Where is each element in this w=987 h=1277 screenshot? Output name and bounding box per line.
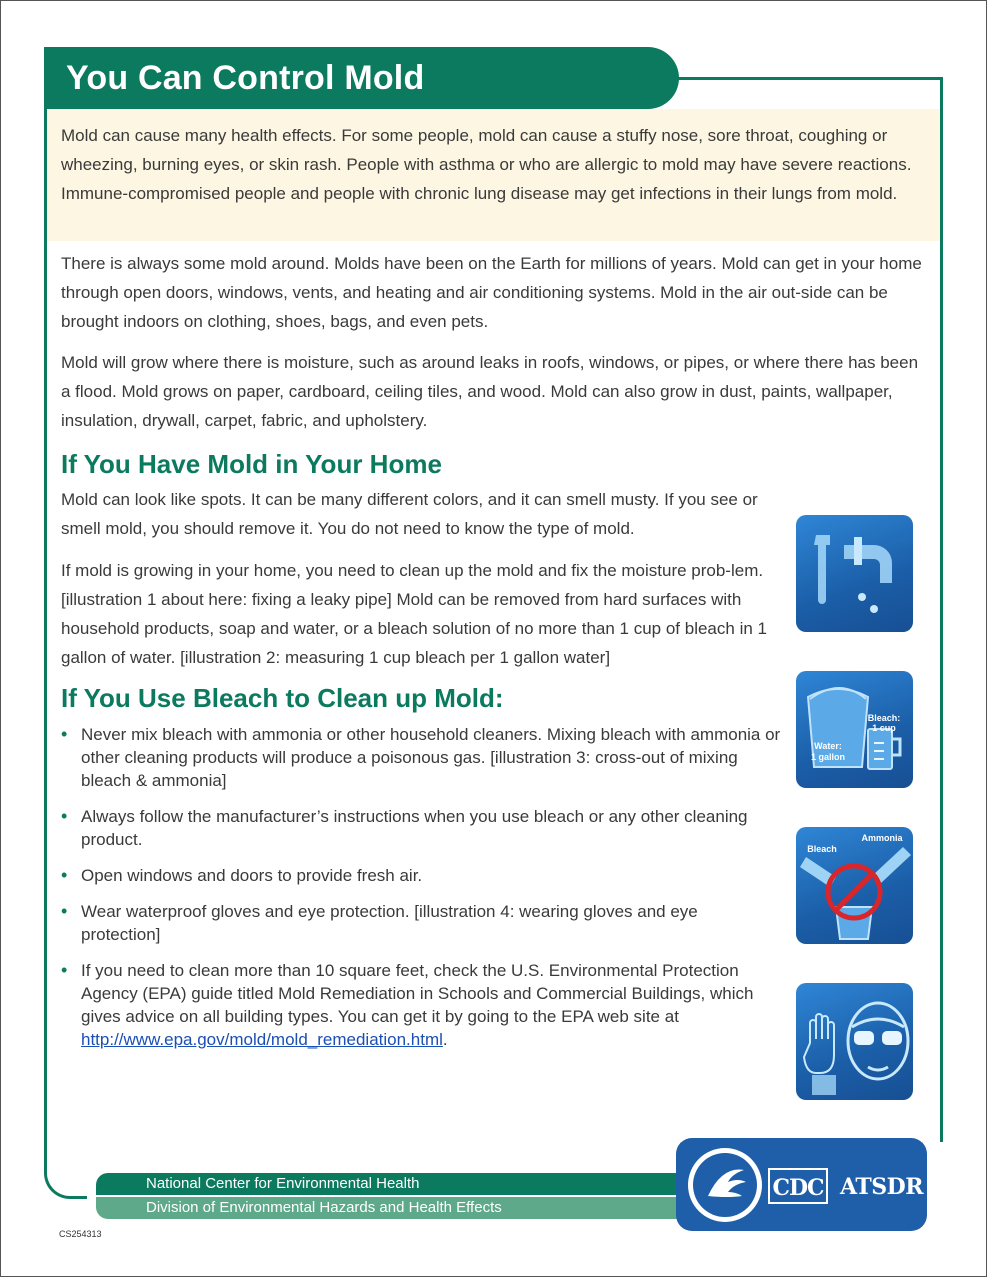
epa-link[interactable]: http://www.epa.gov/mold/mold_remediation.html [81, 1030, 443, 1049]
cdc-logo: CDC [768, 1168, 828, 1204]
paragraph-mold-growth: Mold will grow where there is moisture, such as around leaks in roofs, windows, or pipes, or where there has been a flood. Mold grows on paper, cardboard, ceiling tiles, and wood. Mold can also grow in dust, paints, wallpaper, insulation, drywall, carpet, fabric, and upholstery. [61, 353, 919, 430]
list-item: • Always follow the manufacturer’s instructions when you use bleach or any other cleaning product. [61, 805, 781, 851]
bleach-amount: 1 cup [872, 723, 896, 733]
list-item: • Wear waterproof gloves and eye protection. [illustration 4: wearing gloves and eye protection] [61, 900, 781, 946]
bleach-label: Bleach: [867, 713, 901, 723]
frame-top-border [671, 77, 943, 80]
water-label: Water: [814, 741, 842, 751]
document-id: CS254313 [59, 1229, 102, 1239]
water-amount: 1 gallon [810, 752, 846, 762]
paragraph-mold-spots: Mold can look like spots. It can be many different colors, and it can smell musty. If you see or smell mold, you should remove it. You do not need to know the type of mold. [61, 490, 758, 538]
no-mixing-illustration [796, 827, 913, 944]
paragraph-clean-mold: If mold is growing in your home, you need to clean up the mold and fix the moisture prob-lem. [illustration 1 about here: fixing a leaky pipe] Mold can be removed from hard surfaces with household products, soap and water, or a bleach solution of no more than 1 cup of bleach in 1 gallon of water. [illustration 2: measuring 1 cup bleach per 1 gallon water] [61, 561, 767, 667]
mix-bleach-label: Bleach [807, 844, 837, 854]
bleach-safety-list [61, 723, 781, 1051]
leaky-pipe-illustration [796, 515, 913, 632]
agency-logos [676, 1138, 927, 1231]
list-item: • Never mix bleach with ammonia or other household cleaners. Mixing bleach with ammonia or other cleaning products will produce a poisonous gas. [illustration 3: cross-out of mixing bleach & ammonia] [61, 723, 781, 792]
intro-paragraph: Mold can cause many health effects. For some people, mold can cause a stuffy nose, sore throat, coughing or wheezing, burning eyes, or skin rash. People with asthma or who are allergic to mold may have severe reactions. Immune-compromised people and people with chronic lung disease may get infections in their lungs from mold. [47, 109, 940, 241]
epa-guide-end: . [442, 1030, 448, 1049]
bleach-measure-illustration [796, 671, 913, 788]
mix-ammonia-label: Ammonia [861, 833, 903, 843]
heading-bleach-cleanup: If You Use Bleach to Clean up Mold: [61, 683, 504, 713]
gloves-goggles-illustration [796, 983, 913, 1100]
paragraph-mold-around: There is always some mold around. Molds have been on the Earth for millions of years. Mold can get in your home through open doors, windows, vents, and heating and air conditioning systems. Mold in the air out-side can be brought indoors on clothing, shoes, bags, and even pets. [61, 254, 922, 331]
epa-guide-text: If you need to clean more than 10 square feet, check the U.S. Environmental Protection Agency (EPA) guide titled Mold Remediation in Schools and Commercial Buildings, which gives advice on all building types. You can get it by going to the EPA web site at [81, 961, 754, 1026]
hhs-seal-icon [686, 1146, 764, 1224]
page-title: You Can Control Mold [44, 47, 679, 109]
heading-mold-in-home: If You Have Mold in Your Home [61, 449, 442, 479]
list-item: • Open windows and doors to provide fresh air. [61, 864, 781, 887]
footer-center-name: National Center for Environmental Health [96, 1173, 696, 1195]
footer-division-name: Division of Environmental Hazards and Health Effects [96, 1197, 696, 1219]
frame-left-border [44, 106, 47, 1171]
atsdr-logo: ATSDR [840, 1174, 923, 1200]
frame-corner [44, 1156, 87, 1199]
frame-right-border [940, 77, 943, 1142]
list-item [61, 959, 781, 1051]
